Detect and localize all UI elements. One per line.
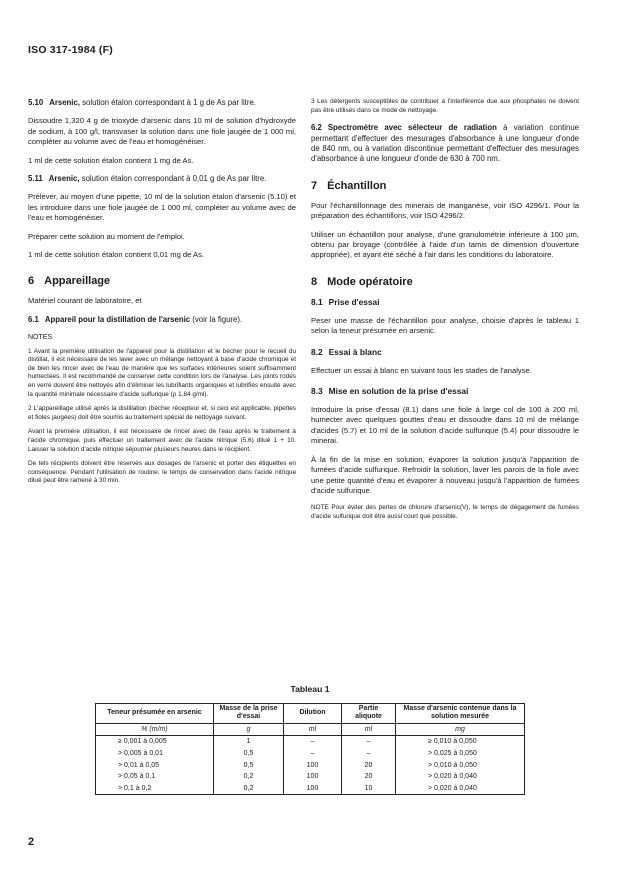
section-number: 6: [28, 275, 35, 288]
section-7-heading: [311, 179, 579, 193]
unit-cell: ml: [342, 723, 396, 736]
paragraph: Effectuer un essai à blanc en suivant tous les stades de l'analyse.: [311, 365, 532, 375]
table-cell: 100: [284, 760, 342, 772]
table-cell: 0,2: [214, 771, 284, 783]
table-cell: –: [342, 748, 396, 760]
paragraph: Introduire la prise d'essai (8.1) dans une fiole à large col de 100 à 200 ml, humecter avec quelques gouttes d'eau et dissoudre dans 10 ml de mélange d'acides (5.7) et 10 ml de la solution d'acide sulfurique (5.4) pour dissoudre le minerai.: [311, 405, 579, 446]
section-title: Appareil pour la distillation de l'arsenic: [44, 314, 191, 324]
section-number: 6.1: [28, 314, 39, 324]
section-number: 8.3: [311, 386, 323, 397]
section-title: Essai à blanc: [328, 346, 382, 357]
table-cell: 0,2: [214, 783, 284, 795]
section-title: Mode opératoire: [327, 275, 413, 288]
section-text: (voir la figure).: [190, 314, 243, 324]
table-cell: 10: [342, 783, 396, 795]
note-2: 2 L'appareillage utilisé après la distillation (bécher récepteur et, si ceci est applicable, pipettes et fioles jaugées) doit être soumis au traitement spécial de nettoyage suivant.: [28, 405, 296, 421]
unit-cell: % (m/m): [96, 723, 214, 736]
section-6-2-heading: [311, 123, 579, 165]
table-title: Tableau 1: [290, 684, 330, 694]
table-row: [96, 771, 525, 783]
section-number: 8.2: [311, 346, 323, 357]
table-row: [96, 736, 525, 748]
section-text: à variation continue permettant d'effectuer des mesurages d'absorbance à une longueur d'onde de 840 nm, ou à variation discontinue permettant d'effectuer des mesurages d'absorbance à une longueur d'onde de 630 à 700 nm.: [311, 123, 579, 164]
left-column: [28, 98, 296, 492]
table-cell: –: [284, 736, 342, 748]
note-2-continued: De tels récipients doivent être réservés aux dosages de l'arsenic et porter des étiquettes en conséquence. Pendant l'utilisation de routine, le temps de conservation dans l'acide nitrique dilué peut être ramené à 30 min.: [28, 460, 296, 485]
table-cell: > 0,025 à 0,050: [396, 748, 525, 760]
page-header: ISO 317-1984 (F): [28, 44, 113, 56]
right-column: [311, 98, 579, 528]
note-3: 3 Les détergents susceptibles de contribuer à l'interférence due aux phosphates ne doivent pas être utilisés dans ce mode de nettoyage.: [311, 98, 579, 114]
section-title: Spectromètre avec sélecteur de radiation: [327, 123, 497, 133]
table-cell: 100: [284, 783, 342, 795]
table-cell: > 0,01 à 0,05: [96, 760, 214, 772]
table-cell: > 0,05 à 0,1: [96, 771, 214, 783]
table-cell: 0,5: [214, 748, 284, 760]
column-header: Dilution: [284, 704, 342, 724]
section-title: Arsenic,: [49, 98, 80, 107]
column-header: Partie aliquote: [342, 704, 396, 724]
paragraph: Pour l'échantillonnage des minerais de manganèse, voir ISO 4296/1. Pour la préparation des échantillons, voir ISO 4296/2.: [311, 200, 579, 221]
table-cell: –: [342, 736, 396, 748]
column-header: Masse de la prise d'essai: [214, 704, 284, 724]
table-cell: 1: [214, 736, 284, 748]
section-number: 5.10: [28, 98, 44, 107]
table-row: [96, 748, 525, 760]
paragraph: 1 ml de cette solution étalon contient 1 mg de As.: [28, 155, 194, 165]
section-text: solution étalon correspondant à 0,01 g de As par litre.: [79, 174, 267, 184]
section-title: Arsenic,: [48, 174, 80, 184]
unit-cell: g: [214, 723, 284, 736]
table-cell: > 0,1 à 0,2: [96, 783, 214, 795]
note-1: 1 Avant la première utilisation de l'appareil pour la distillation et le bécher pour le recueil du distillat, il est nécessaire de les laver avec un mélange nettoyant à base d'acide chromique et de bien les rincer avec de l'eau de manière que les surfaces intérieures soient suffisamment humectées. Il est recommandé de conserver cette condition lors de l'analyse. Les joints rodés en verre doivent être nettoyés afin d'éliminer les lubrifiants organiques et lubrifiés ensuite avec la quantité minimale nécessaire d'acide sulfurique (ρ 1,84 g/ml).: [28, 347, 296, 398]
column-header: Teneur présumée en arsenic: [96, 704, 214, 724]
section-8-2-heading: [311, 347, 579, 358]
unit-cell: mg: [396, 723, 525, 736]
section-title: Mise en solution de la prise d'essai: [328, 386, 469, 397]
notes-label: NOTES: [28, 334, 53, 342]
section-8-3-heading: [311, 386, 579, 397]
paragraph: Peser une masse de l'échantillon pour analyse, choisie d'après le tableau 1 selon la teneur présumée en arsenic.: [311, 315, 579, 336]
section-8-1-heading: [311, 297, 579, 308]
paragraph: Préparer cette solution au moment de l'emploi.: [28, 231, 185, 241]
section-title: Échantillon: [327, 179, 387, 192]
section-number: 6.2: [311, 123, 322, 133]
section-text: solution étalon correspondant à 1 g de As par litre.: [79, 98, 256, 107]
paragraph: Matériel courant de laboratoire, et: [28, 296, 142, 306]
section-title: Appareillage: [44, 275, 111, 288]
section-5-10-heading: [28, 98, 296, 108]
section-number: 7: [311, 179, 318, 192]
table-cell: ≥ 0,001 à 0,005: [96, 736, 214, 748]
section-6-1-heading: [28, 315, 296, 325]
paragraph: Dissoudre 1,320 4 g de trioxyde d'arsenic dans 10 ml de solution d'hydroxyde de sodium, à 100 g/l, transvaser la solution dans une fiole jaugée de 1 000 ml, compléter au volume avec de l'eau et homogénéiser.: [28, 116, 296, 147]
table-cell: –: [284, 748, 342, 760]
table-cell: 100: [284, 771, 342, 783]
table-row: [96, 760, 525, 772]
table-cell: 0,5: [214, 760, 284, 772]
table-row: [96, 783, 525, 795]
table-cell: > 0,020 à 0,040: [396, 783, 525, 795]
table-cell: > 0,010 à 0,050: [396, 760, 525, 772]
paragraph: 1 ml de cette solution étalon contient 0,01 mg de As.: [28, 250, 205, 260]
table-cell: > 0,020 à 0,040: [396, 771, 525, 783]
table-cell: > 0,005 à 0,01: [96, 748, 214, 760]
column-header: Masse d'arsenic contenue dans la solution mesurée: [396, 704, 525, 724]
paragraph: À la fin de la mise en solution, évaporer la solution jusqu'à l'apparition de fumées d'acide sulfurique. Refroidir la solution, laver les parois de la fiole avec une petite quantité d'eau et évaporer à nouveau jusqu'à l'apparition de fumées d'acide sulfurique.: [311, 454, 579, 495]
paragraph: Utiliser un échantillon pour analyse, d'une granulométrie inférieure à 100 µm, obtenu par broyage (contrôlée à l'aide d'un tamis de dimension d'ouverture appropriée), et ayant été séché à l'air dans les conditions du laboratoire.: [311, 229, 579, 260]
table-cell: 20: [342, 760, 396, 772]
section-5-11-heading: [28, 174, 296, 184]
table-header-row: [96, 704, 525, 724]
paragraph: Prélever, au moyen d'une pipette, 10 ml de la solution étalon d'arsenic (5.10) et les introduire dans une fiole jaugée de 1 000 ml, compléter au volume avec de l'eau et homogénéiser.: [28, 192, 296, 223]
table-cell: 20: [342, 771, 396, 783]
table-cell: ≥ 0,010 à 0,050: [396, 736, 525, 748]
section-number: 8.1: [311, 296, 323, 307]
section-title: Prise d'essai: [328, 296, 380, 307]
section-number: 8: [311, 275, 318, 288]
section-6-heading: [28, 274, 296, 288]
unit-cell: ml: [284, 723, 342, 736]
page-number: 2: [28, 836, 35, 848]
note-final: NOTE Pour éviter des pertes de chlorure d'arsenic(V), le temps de dégagement de fumées d'acide sulfurique doit être aussi court que possible.: [311, 504, 579, 520]
data-table: [95, 703, 525, 795]
section-8-heading: [311, 275, 579, 289]
note-2-continued: Avant la première utilisation, il est nécessaire de rincer avec de l'eau après le traitement à l'acide chromique, puis effectuer un traitement avec de l'acide nitrique (5.6) dilué 1 + 10. Laisser la solution d'acide nitrique séjourner plusieurs heures dans le récipient.: [28, 428, 296, 453]
table-units-row: [96, 723, 525, 736]
section-number: 5.11: [28, 174, 43, 184]
